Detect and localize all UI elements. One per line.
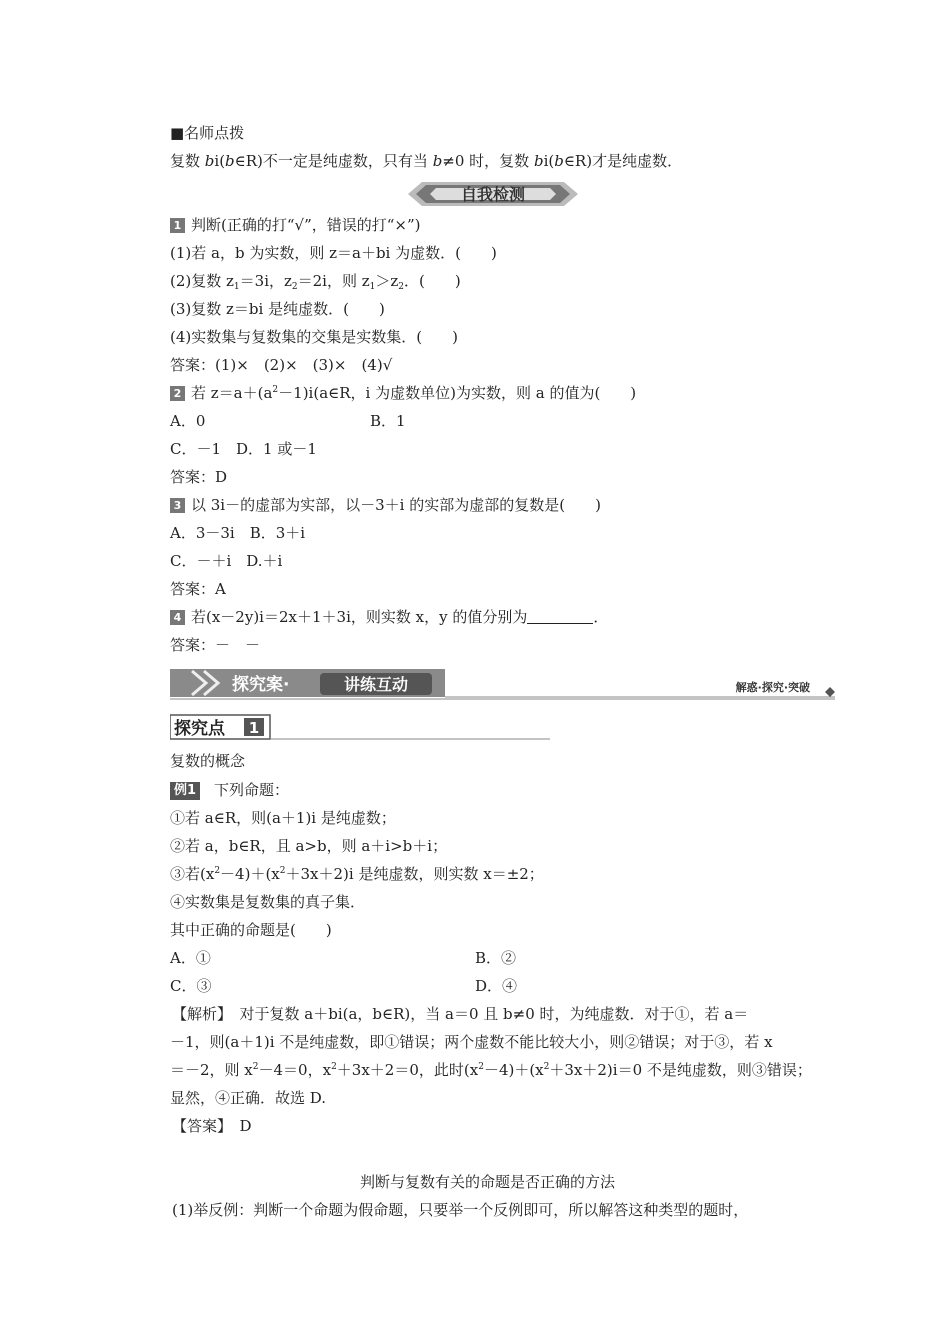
- analysis-line-1: 【解析】 对于复数 a＋bi(a，b∈R)，当 a＝0 且 b≠0 时，为纯虚数．对于①，若 a＝: [172, 1005, 749, 1023]
- q2-option-b: B．1: [370, 412, 406, 430]
- self-check-banner: [408, 180, 578, 208]
- proposition-1: ①若 a∈R，则(a＋1)i 是纯虚数；: [170, 809, 396, 827]
- explore-banner-right: 解惑·探究·突破: [735, 681, 810, 694]
- example-option-a: A．①: [170, 949, 211, 967]
- q4-stem: 4 若(x－2y)i＝2x＋1＋3i，则实数 x，y 的值分别为 ．: [170, 607, 608, 627]
- example-option-b: B．②: [475, 949, 517, 967]
- q2-stem: 2 若 $z=a+(a^2-1)i(a\in R$，i 为虚数单位)为实数，则 a 的值为( ): [170, 383, 636, 403]
- q1-item-4: (4)实数集与复数集的交集是实数集．( ): [170, 328, 458, 346]
- example-label: 例1: [170, 782, 200, 800]
- explore-banner-left: 探究案·: [232, 675, 290, 695]
- explore-banner: [170, 667, 840, 701]
- example-option-c: C．③: [170, 977, 212, 995]
- q1-item-1: (1)若 a，b 为实数，则 z＝a＋bi 为虚数．( ): [170, 244, 497, 262]
- q4-blank: [527, 609, 593, 624]
- example-option-d: D．④: [475, 977, 518, 995]
- diamond-icon: [825, 687, 835, 697]
- q3-answer: 答案：A: [170, 580, 226, 598]
- q2-options-cd: C．－1 D．1 或－1: [170, 440, 317, 458]
- explore-point-header: [170, 713, 550, 741]
- tip-text: 复数 bi(b∈R)不一定是纯虚数，只有当 b≠0 时，复数 bi(b∈R)才是纯虚数．: [170, 152, 683, 170]
- q4-answer: 答案：－ －: [170, 636, 261, 654]
- example-question: 其中正确的命题是( ): [170, 921, 332, 939]
- topic-title: 复数的概念: [170, 752, 246, 770]
- explore-point-number: 1: [248, 719, 260, 737]
- proposition-4: ④实数集是复数集的真子集．: [170, 893, 366, 911]
- proposition-2: ②若 a，b∈R，且 a>b，则 a＋i>b＋i；: [170, 837, 448, 855]
- q3-number: 3: [170, 498, 185, 513]
- explore-point-label: 探究点: [174, 719, 225, 739]
- q2-answer: 答案：D: [170, 468, 228, 486]
- self-check-title: 自我检测: [460, 185, 526, 204]
- q3-options-ab: A．3－3i B．3＋i: [170, 524, 306, 542]
- analysis-line-3: ＝－2，则 $x^2-4=0$，$x^2+3x+2=0$，此时$(x^2-4)+(x^2+3x+2)i=0$ 不是纯虚数，则③错误；: [170, 1061, 812, 1079]
- proposition-3: ③若$(x^2-4)+(x^2+3x+2)i$ 是纯虚数，则实数 x＝±2；: [170, 865, 544, 883]
- tip-heading: ■名师点拨: [170, 124, 245, 142]
- q3-options-cd: C．－＋i D.＋i: [170, 552, 283, 570]
- example-stem: 例1 下列命题：: [170, 780, 289, 800]
- analysis-line-4: 显然，④正确．故选 D.: [170, 1089, 327, 1107]
- method-line-1: (1)举反例：判断一个命题为假命题，只要举一个反例即可，所以解答这种类型的题时，: [172, 1201, 749, 1219]
- q1-item-3: (3)复数 z＝bi 是纯虚数．( ): [170, 300, 385, 318]
- q2-number: 2: [170, 386, 185, 401]
- q1-stem: 1 判断(正确的打“√”，错误的打“×”): [170, 215, 421, 235]
- example-answer: 【答案】 D: [172, 1117, 252, 1135]
- q3-stem: 3 以 3i－的虚部为实部，以－3＋i 的实部为虚部的复数是( ): [170, 495, 601, 515]
- q1-answer: 答案：(1)× (2)× (3)× (4)√: [170, 356, 393, 374]
- explore-banner-mid: 讲练互动: [343, 675, 409, 694]
- method-title: 判断与复数有关的命题是否正确的方法: [360, 1173, 616, 1191]
- q1-item-2: (2)复数 $z_1=3i$，$z_2=2i$，则 $z_1>z_2$．( ): [170, 272, 461, 292]
- q4-number: 4: [170, 610, 185, 625]
- analysis-line-2: －1，则(a＋1)i 不是纯虚数，即①错误；两个虚数不能比较大小，则②错误；对于③，若 x: [170, 1033, 773, 1051]
- q1-number: 1: [170, 218, 185, 233]
- q2-option-a: A．0: [170, 412, 206, 430]
